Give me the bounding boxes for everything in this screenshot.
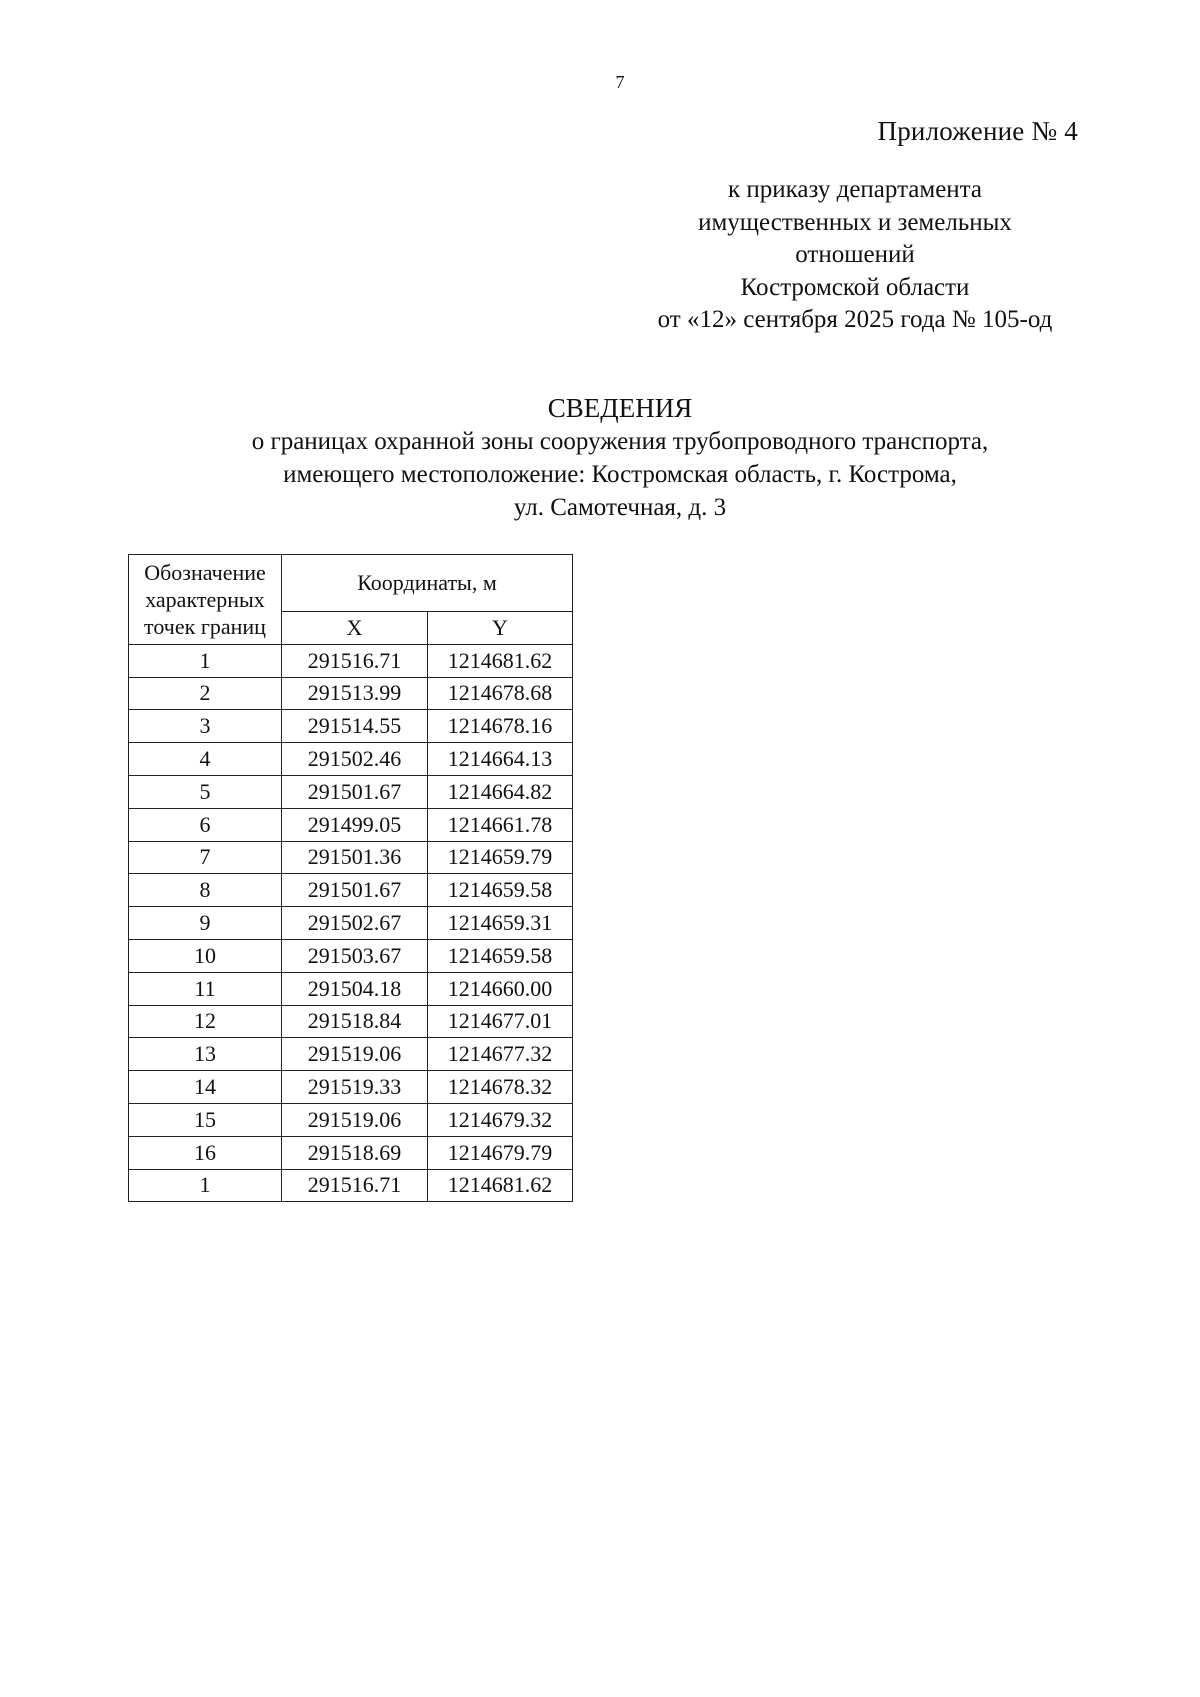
y-coordinate-cell: 1214660.00 (428, 972, 573, 1005)
order-line: Костромской области (740, 273, 970, 301)
y-coordinate-cell: 1214659.58 (428, 939, 573, 972)
point-cell: 4 (129, 743, 282, 776)
page-number: 7 (615, 72, 625, 92)
point-cell: 16 (129, 1136, 282, 1169)
point-header-line: характерных (145, 586, 265, 612)
table-row (129, 1169, 573, 1202)
x-coordinate-cell: 291519.06 (282, 1103, 428, 1136)
point-cell: 15 (129, 1103, 282, 1136)
x-coordinate-cell: 291519.06 (282, 1038, 428, 1071)
y-coordinate-cell: 1214659.79 (428, 841, 573, 874)
table-row (129, 644, 573, 677)
appendix-title: Приложение № 4 (877, 116, 1078, 146)
y-coordinate-cell: 1214659.31 (428, 907, 573, 940)
x-coordinate-cell: 291518.69 (282, 1136, 428, 1169)
point-header-line: Обозначение (144, 559, 266, 585)
table-row (129, 775, 573, 808)
point-cell: 14 (129, 1071, 282, 1104)
y-coordinate-cell: 1214659.58 (428, 874, 573, 907)
point-column-header (129, 555, 282, 645)
x-coordinate-cell: 291502.67 (282, 907, 428, 940)
table-row (129, 972, 573, 1005)
point-cell: 1 (129, 644, 282, 677)
x-coordinate-cell: 291516.71 (282, 1169, 428, 1202)
x-coordinate-cell: 291516.71 (282, 644, 428, 677)
y-coordinate-cell: 1214677.01 (428, 1005, 573, 1038)
point-cell: 10 (129, 939, 282, 972)
point-cell: 7 (129, 841, 282, 874)
table-row (129, 1005, 573, 1038)
y-coordinate-cell: 1214679.79 (428, 1136, 573, 1169)
y-coordinate-cell: 1214681.62 (428, 1169, 573, 1202)
table-row (129, 710, 573, 743)
table-row (129, 743, 573, 776)
document-heading (0, 392, 1200, 524)
table-row (129, 1136, 573, 1169)
table-row (129, 1103, 573, 1136)
y-coordinate-cell: 1214677.32 (428, 1038, 573, 1071)
table-row (129, 808, 573, 841)
y-coordinate-cell: 1214678.32 (428, 1071, 573, 1104)
table-row (129, 939, 573, 972)
coordinates-column-header: Координаты, м (282, 555, 573, 612)
point-cell: 5 (129, 775, 282, 808)
order-line: к приказу департамента (727, 176, 983, 203)
y-coordinate-cell: 1214664.13 (428, 743, 573, 776)
table-row (129, 677, 573, 710)
table-row (129, 841, 573, 874)
coordinates-table (128, 554, 573, 1202)
y-coordinate-cell: 1214678.68 (428, 677, 573, 710)
table-header-row (129, 555, 573, 612)
y-coordinate-cell: 1214681.62 (428, 644, 573, 677)
point-cell: 2 (129, 677, 282, 710)
x-coordinate-cell: 291499.05 (282, 808, 428, 841)
table-row (129, 1038, 573, 1071)
x-coordinate-cell: 291504.18 (282, 972, 428, 1005)
x-coordinate-cell: 291502.46 (282, 743, 428, 776)
y-coordinate-cell: 1214664.82 (428, 775, 573, 808)
x-column-header: X (282, 612, 428, 645)
order-reference (610, 174, 1100, 337)
heading-line: имеющего местоположение: Костромская область, г. Кострома, (283, 461, 957, 488)
point-cell: 11 (129, 972, 282, 1005)
y-coordinate-cell: 1214679.32 (428, 1103, 573, 1136)
point-cell: 12 (129, 1005, 282, 1038)
y-coordinate-cell: 1214661.78 (428, 808, 573, 841)
y-coordinate-cell: 1214678.16 (428, 710, 573, 743)
table-row (129, 874, 573, 907)
point-cell: 6 (129, 808, 282, 841)
heading-line: ул. Самотечная, д. 3 (513, 494, 727, 521)
x-coordinate-cell: 291501.67 (282, 775, 428, 808)
point-cell: 8 (129, 874, 282, 907)
table-row (129, 1071, 573, 1104)
table-row (129, 907, 573, 940)
x-coordinate-cell: 291519.33 (282, 1071, 428, 1104)
x-coordinate-cell: 291501.36 (282, 841, 428, 874)
point-cell: 3 (129, 710, 282, 743)
point-cell: 1 (129, 1169, 282, 1202)
point-cell: 9 (129, 907, 282, 940)
order-line: имущественных и земельных (698, 208, 1012, 236)
order-line: отношений (795, 241, 915, 268)
x-coordinate-cell: 291518.84 (282, 1005, 428, 1038)
x-coordinate-cell: 291513.99 (282, 677, 428, 710)
order-line: от «12» сентября 2025 года № 105-од (657, 306, 1053, 333)
heading-title: СВЕДЕНИЯ (547, 393, 693, 423)
heading-line: о границах охранной зоны сооружения трубопроводного транспорта, (251, 428, 989, 455)
x-coordinate-cell: 291514.55 (282, 710, 428, 743)
point-cell: 13 (129, 1038, 282, 1071)
y-column-header: Y (428, 612, 573, 645)
x-coordinate-cell: 291501.67 (282, 874, 428, 907)
table-body (129, 644, 573, 1202)
point-header-line: точек границ (144, 613, 266, 639)
x-coordinate-cell: 291503.67 (282, 939, 428, 972)
